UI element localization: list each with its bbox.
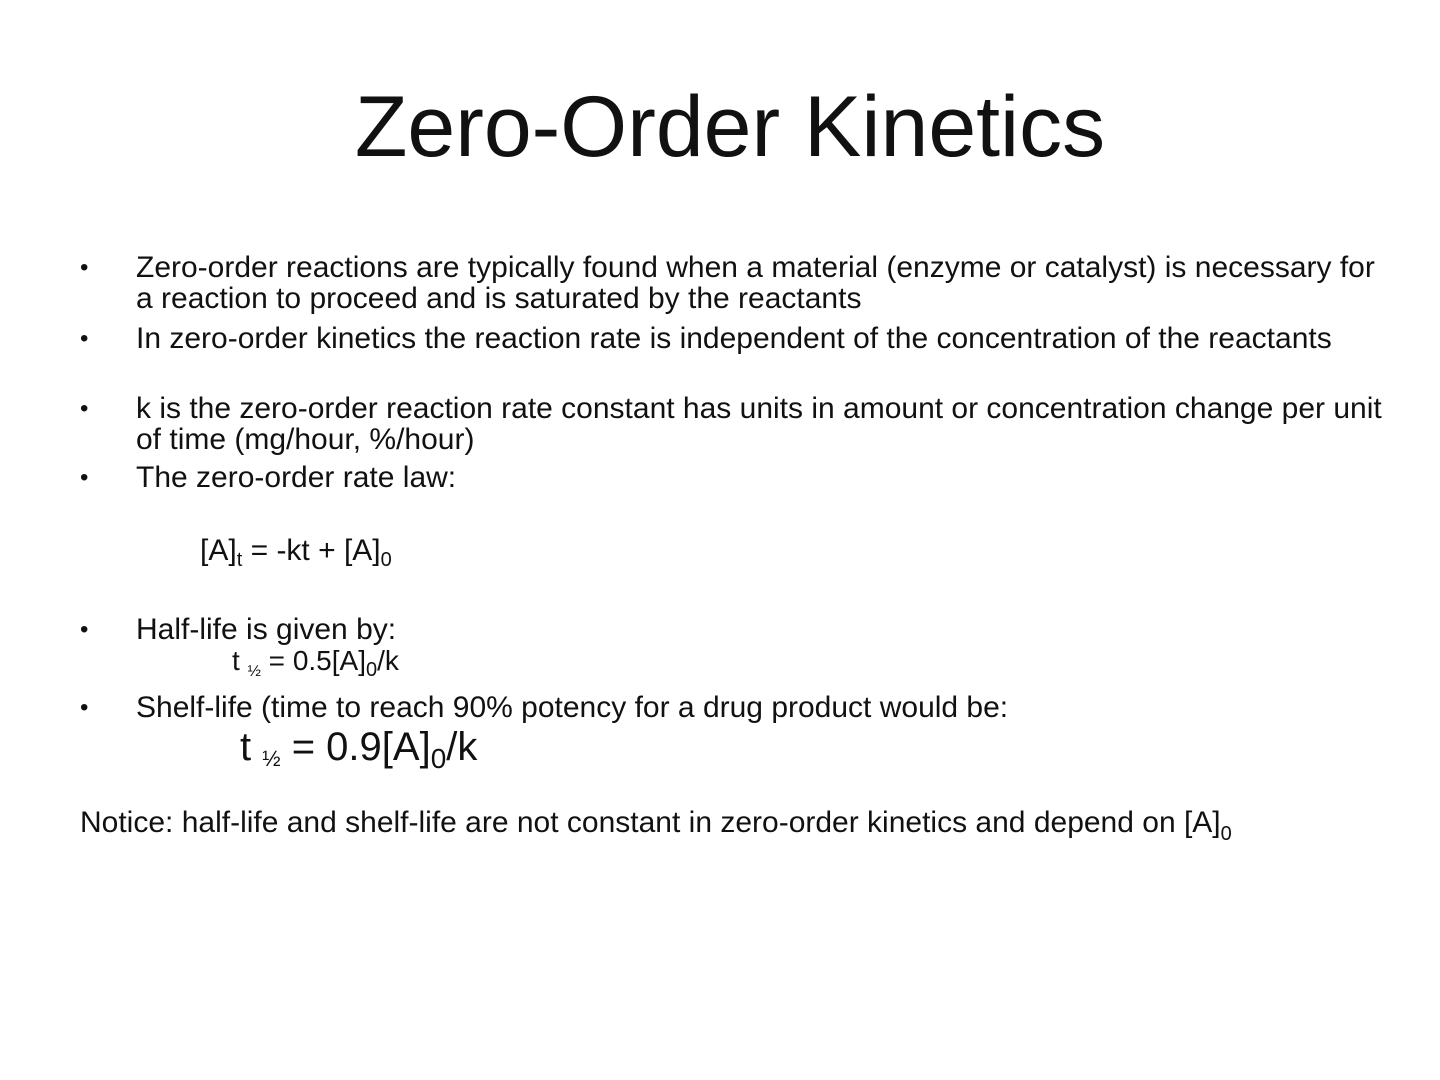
shelf-life-rhs-sub: 0 — [430, 743, 447, 774]
half-life-formula — [232, 644, 399, 689]
bullet-text: k is the zero-order reaction rate constant has units in amount or concentration change per unit of time (mg/hour, %/hour) — [136, 392, 1382, 456]
rate-law-rhs: = -kt + [A] — [242, 534, 381, 567]
bullet-dot: • — [80, 325, 89, 352]
notice-text — [80, 806, 1232, 845]
bullet-dot: • — [80, 464, 89, 491]
shelf-life-tail: /k — [446, 725, 478, 769]
notice-body: Notice: half-life and shelf-life are not constant in zero-order kinetics and depend on [A] — [80, 806, 1221, 839]
rate-law-lhs-sub: t — [236, 549, 243, 571]
rate-law-rhs-sub: 0 — [380, 549, 392, 571]
half-life-tail: /k — [377, 645, 399, 676]
bullet-dot: • — [80, 254, 89, 281]
half-life-t: t — [232, 645, 248, 676]
shelf-life-rhs: = 0.9[A] — [280, 725, 431, 769]
shelf-life-formula — [240, 725, 478, 776]
bullet-dot: • — [80, 694, 89, 721]
bullet-text: In zero-order kinetics the reaction rate is independent of the concentration of the reactants — [136, 322, 1332, 355]
half-life-t-sub: ½ — [247, 663, 261, 680]
half-life-rhs-sub: 0 — [365, 659, 378, 681]
bullet-text: Shelf-life (time to reach 90% potency for a drug product would be: — [136, 691, 1009, 724]
rate-law-formula — [200, 534, 392, 571]
rate-law-lhs: [A] — [200, 534, 237, 567]
shelf-life-t: t — [240, 725, 263, 769]
slide-title: Zero-Order Kinetics — [354, 79, 1106, 175]
half-life-rhs: = 0.5[A] — [260, 645, 366, 676]
bullet-text: The zero-order rate law: — [136, 461, 457, 494]
bullet-dot: • — [80, 616, 89, 643]
bullet-dot: • — [80, 395, 89, 422]
bullet-text: Half-life is given by: — [136, 613, 397, 646]
notice-sub: 0 — [1220, 823, 1232, 845]
shelf-life-t-sub: ½ — [262, 746, 281, 771]
bullet-text: Zero-order reactions are typically found when a material (enzyme or catalyst) is necessary for a reaction to proceed and is saturated by the reactants — [136, 251, 1375, 315]
